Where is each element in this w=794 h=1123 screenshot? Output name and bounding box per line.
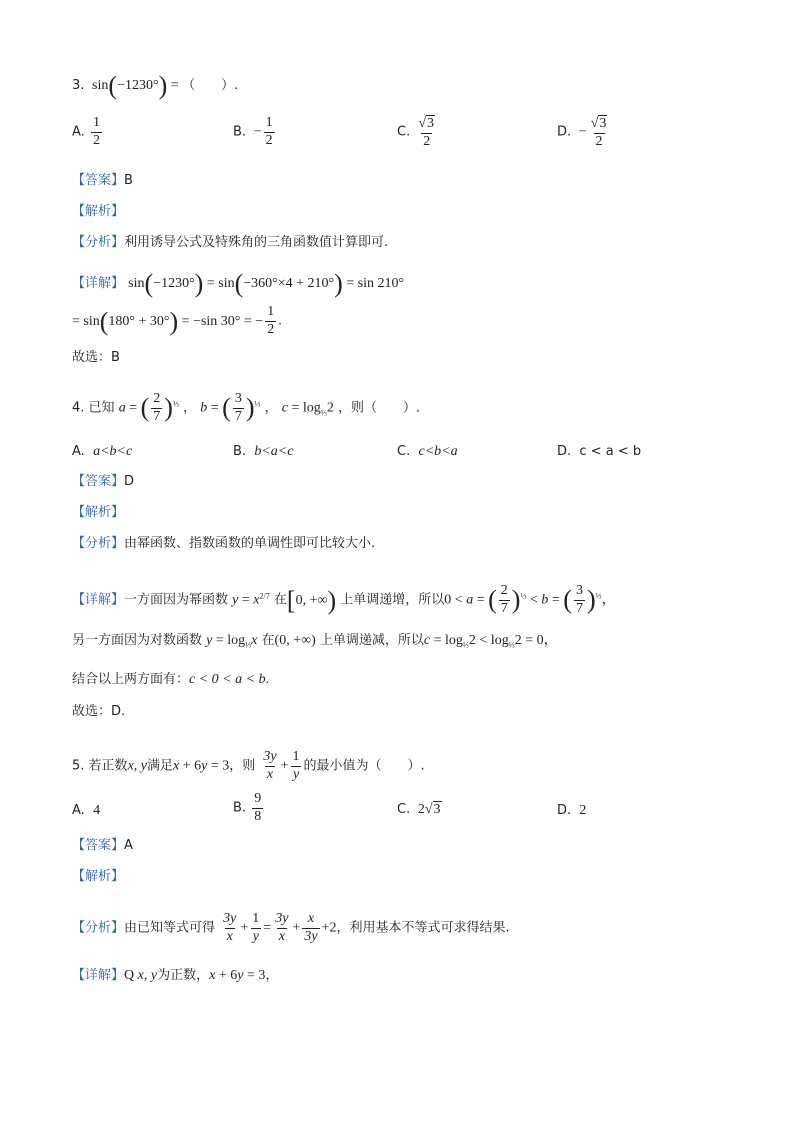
q3-option-b: B. − $\frac{1}{2}$ — [233, 115, 273, 148]
option-label: B. — [233, 800, 247, 816]
q5-option-b — [233, 792, 265, 824]
q5-option-c: C. 2√3 — [397, 802, 441, 817]
option-label: D. — [557, 124, 572, 140]
stem-text: 若正数 — [88, 758, 128, 774]
q4-option-d — [557, 444, 641, 459]
stem-text: ，则 — [229, 758, 256, 774]
q5-detail-line1: 【详解】Q x, y为正数，x + 6y = 3， — [72, 968, 279, 983]
q3-stem-tail: （ ）. — [182, 78, 239, 94]
option-label: D. — [557, 803, 572, 818]
fenxi-text: ，利用基本不等式可求得结果. — [336, 920, 510, 936]
fenxi-text: 由幂函数、指数函数的单调性即可比较大小. — [124, 536, 376, 551]
detail-text: 在 — [261, 633, 275, 648]
option-text: c < a < b — [579, 444, 642, 459]
detail-text: 另一方面因为对数函数 — [72, 633, 203, 648]
answer-tag: 【答案】 — [72, 173, 125, 188]
detail-text: 上单调递减，所以 — [319, 633, 424, 648]
fenxi-tag: 【分析】 — [72, 536, 125, 551]
q4-conclusion: 故选：D. — [72, 704, 126, 719]
fenxi-text: 由已知等式可得 — [124, 920, 216, 936]
stem-text: 满足 — [147, 758, 174, 774]
q3-detail-line2: = sin(180° + 30°) = −sin 30° = − $\frac{1}{2}$ . — [72, 304, 282, 337]
math-expr: sin(−1230°) = sin(−360°×4 + 210°) = sin 210° — [128, 269, 405, 298]
option-text: 2 — [579, 803, 587, 818]
q5-number: 5. — [72, 758, 85, 774]
q4-option-a — [72, 444, 132, 460]
stem-text: 已知 — [88, 400, 115, 416]
separator: ， — [264, 400, 278, 416]
q5-fenxi: 【分析】由已知等式可得 $\frac{3y}{x}$ + $\frac{1}{y}$ = $\frac{3y}{x}$ + $\frac{x}{3y}$ +2，利用基本不等式可求得结果. — [72, 911, 510, 944]
option-label: C. — [397, 802, 411, 817]
fenxi-text: 利用诱导公式及特殊角的三角函数值计算即可. — [124, 235, 389, 250]
fraction: $\frac{√3}{2}$ — [418, 116, 435, 149]
answer-tag: 【答案】 — [72, 474, 125, 489]
option-label: A. — [72, 803, 85, 818]
q3-stem — [72, 73, 238, 99]
q5-option-a — [72, 803, 100, 819]
q5-option-d — [557, 803, 586, 819]
math-expr: c < 0 < a < b — [189, 672, 266, 687]
fraction: $\frac{√3}{2}$ — [590, 116, 607, 149]
option-label: A. — [72, 444, 85, 459]
q3-detail-line1 — [72, 271, 404, 297]
q4-answer — [72, 475, 134, 488]
detail-text: 在 — [273, 592, 287, 608]
q4-option-b — [233, 444, 293, 460]
xiangjie-tag: 【详解】 — [72, 592, 125, 608]
q5-stem: 5. 若正数x, y满足x + 6y = 3，则 $\frac{3y}{x}$ + $\frac{1}{y}$ 的最小值为（ ）. — [72, 749, 425, 782]
answer-value: D — [124, 474, 135, 489]
option-text: b<a<c — [254, 444, 294, 459]
option-text: 4 — [93, 803, 101, 818]
option-label: C. — [397, 124, 411, 140]
detail-text: 为正数， — [157, 968, 210, 983]
q5-analysis-tag: 【解析】 — [72, 869, 125, 884]
q4-detail-line1: 【详解】一方面因为幂函数 $y = x^{2/7}$ 在[0, +∞) 上单调递增，所以0 < a = ( $\frac{2}{7}$ )$^{\frac{1}{3}}$ < b = ( $\frac{3}{7}$ )$^{\frac{1}{3}}$， — [72, 583, 616, 616]
option-label: A. — [72, 124, 85, 140]
option-label: B. — [233, 444, 247, 459]
stem-text: 的最小值为（ ）. — [303, 758, 425, 774]
q5-answer — [72, 839, 133, 852]
xiangjie-tag: 【详解】 — [72, 968, 125, 983]
fenxi-tag: 【分析】 — [72, 235, 125, 250]
fraction: $\frac{1}{2}$ — [92, 115, 100, 148]
q3-number: 3. — [72, 78, 85, 94]
detail-text: ， — [265, 968, 279, 983]
option-label: C. — [397, 444, 411, 459]
option-text: a<b<c — [93, 444, 133, 459]
answer-value: A — [124, 838, 133, 853]
detail-text: 上单调递增，所以 — [340, 592, 445, 608]
answer-tag: 【答案】 — [72, 838, 125, 853]
fenxi-tag: 【分析】 — [72, 920, 125, 936]
xiangjie-tag: 【详解】 — [72, 276, 125, 292]
q3-expr: sin(−1230°) = — [88, 71, 183, 100]
fraction: $\frac{1}{2}$ — [265, 115, 273, 148]
fraction: $\frac{1}{2}$ — [267, 304, 275, 337]
q4-option-c — [397, 444, 458, 460]
option-text: c<b<a — [418, 444, 458, 459]
q3-option-d: D. − $\frac{√3}{2}$ — [557, 115, 611, 149]
q3-analysis-tag: 【解析】 — [72, 204, 125, 219]
q3-answer — [72, 174, 133, 187]
option-label: D. — [557, 444, 572, 459]
q3-fenxi — [72, 236, 388, 249]
separator: ， — [183, 400, 197, 416]
option-label: B. — [233, 124, 247, 140]
q4-number: 4. — [72, 400, 85, 416]
q3-conclusion: 故选：B — [72, 350, 120, 365]
detail-text: 一方面因为幂函数 — [124, 592, 229, 608]
fraction: $\frac{9}{8}$ — [254, 791, 262, 824]
q4-stem: 4. 已知 a = ( $\frac{2}{7}$ )$^{\frac{1}{3}}$ ， b = ( $\frac{3}{7}$ )$^{\frac{1}{3}}$ ， $c = \log_{\frac{1}{3}}2$ ，则（ ）. — [72, 391, 421, 424]
q4-detail-line2: 另一方面因为对数函数 $y = \log_{\frac{1}{3}}x$ 在(0, +∞) 上单调递减，所以$c = \log_{\frac{1}{3}}2 < \log_{\frac{1}{3}}2 = 0$， — [72, 633, 558, 650]
q4-fenxi — [72, 537, 375, 550]
answer-value: B — [124, 173, 133, 188]
q4-detail-line3: 结合以上两方面有：c < 0 < a < b. — [72, 672, 270, 687]
detail-text: 结合以上两方面有： — [72, 672, 190, 687]
math-expr: = sin(180° + 30°) = −sin 30° = − — [72, 306, 264, 336]
q3-option-c — [397, 115, 439, 149]
q4-analysis-tag: 【解析】 — [72, 505, 125, 520]
stem-tail: ，则（ ）. — [337, 400, 421, 416]
q3-option-a — [72, 116, 104, 148]
